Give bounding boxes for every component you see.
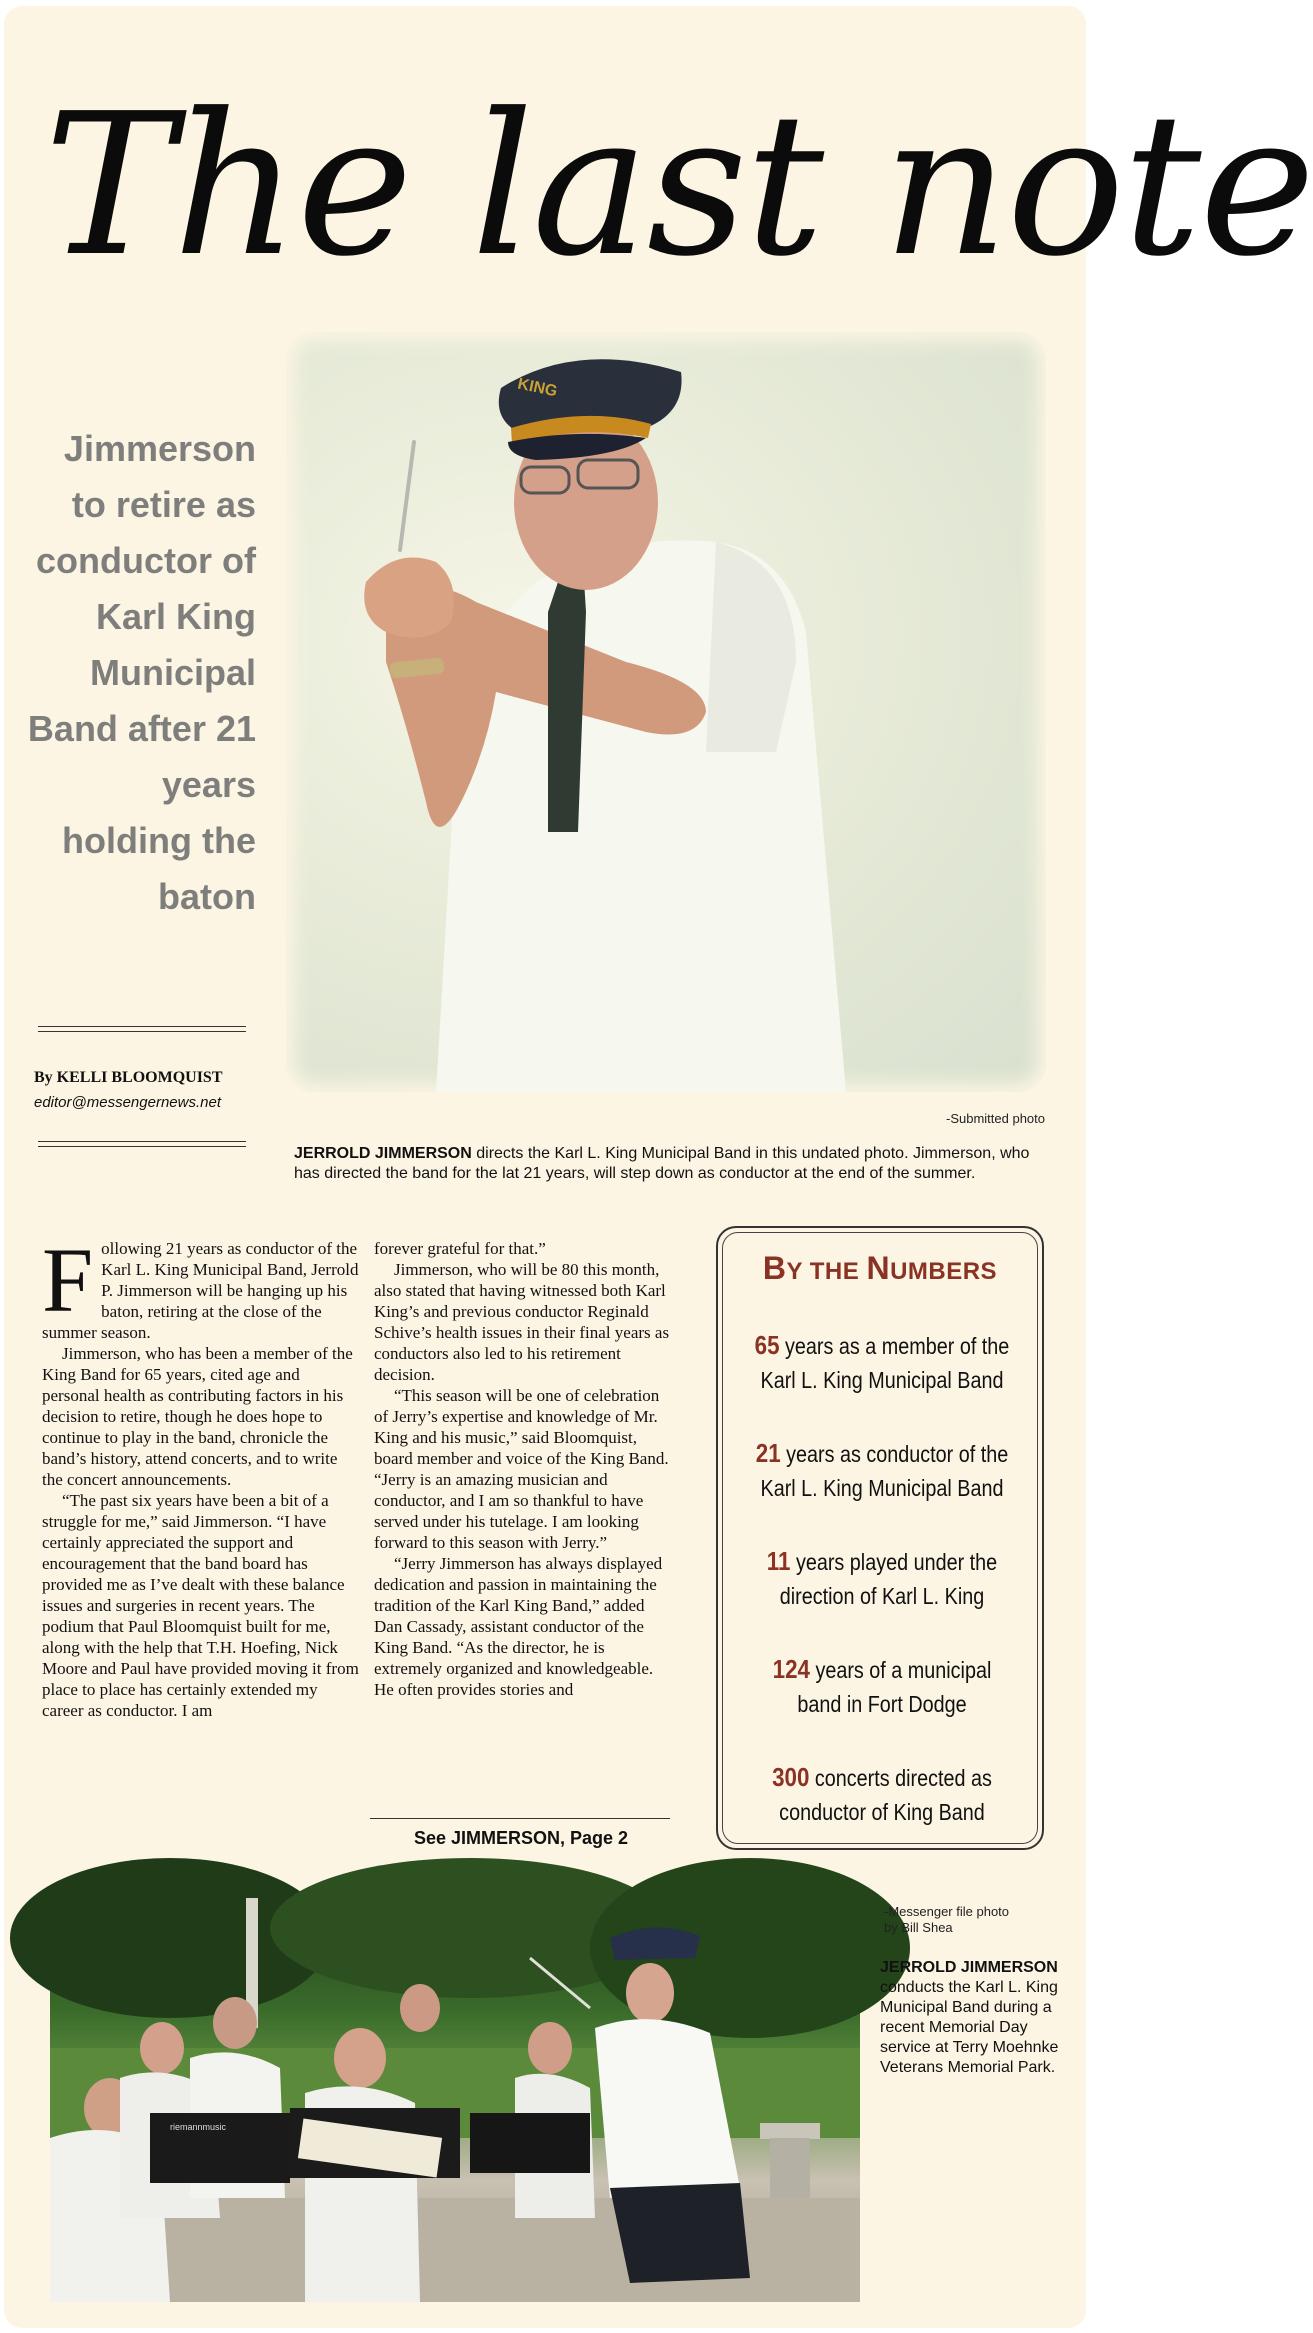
baton-shape [400, 442, 414, 550]
article-paragraph: “This season will be one of celebration of Jerry’s expertise and knowledge of Mr. King and his music,” said Bloomquist, board member and voice of the King Band. “Jerry is an amazing musician and conductor, and I am so thankful to have served under his tutelage. I am looking forward to this season with Jerry.” [374, 1386, 669, 1552]
byline-rule-bottom-2 [38, 1146, 246, 1147]
band-photo-icon [50, 1898, 860, 2302]
stat-text: years of a municipal band in Fort Dodge [797, 1657, 992, 1717]
newspaper-page [4, 6, 1313, 2328]
hat-label: KING [516, 375, 559, 401]
stat-text: years as conductor of the Karl L. King Municipal Band [760, 1441, 1009, 1501]
band-photo-credit-2: by Bill Shea [884, 1920, 953, 1935]
subhead: Jimmerson to retire as conductor of Karl King Municipal Band after 21 years holding the baton [27, 428, 256, 917]
stat-item [751, 1328, 1012, 1397]
conductor-photo-icon [286, 332, 1046, 1092]
byline-rule-top-2 [38, 1031, 246, 1032]
byline-rule-bottom [38, 1141, 246, 1142]
headline: The last note [44, 72, 1313, 300]
article-paragraph: forever grateful for that.” [374, 1239, 546, 1258]
stat-item [751, 1652, 1012, 1721]
drop-cap: F [42, 1229, 94, 1331]
band-photo-caption [880, 1958, 1060, 2078]
stat-text: years as a member of the Karl L. King Municipal Band [760, 1333, 1010, 1393]
main-photo-caption [294, 1144, 1042, 1184]
main-caption-text: directs the Karl L. King Municipal Band in this undated photo. Jimmerson, who has directed the band for the lat 21 years, will step down as conductor at the end of the summer. [294, 1145, 1030, 1182]
article-column-1 [42, 1229, 360, 1721]
stat-number: 21 [755, 1438, 781, 1468]
jump-line: See JIMMERSON, Page 2 [413, 1828, 629, 1848]
byline-rule-top [38, 1026, 246, 1027]
article-column-2 [374, 1238, 672, 1700]
byline-email: editor@messengernews.net [34, 1094, 221, 1111]
band-photo [50, 1898, 860, 2302]
stat-number: 11 [766, 1546, 791, 1576]
stat-number: 65 [754, 1330, 780, 1360]
by-the-numbers-box [716, 1226, 1044, 1850]
article-paragraph: Jimmerson, who has been a member of the King Band for 65 years, cited age and personal health as contributing factors in his decision to retire, though he does hope to continue to play in the band, chronicle the band’s history, attend concerts, and to write the concert announcements. [42, 1344, 353, 1489]
article-paragraph: Jimmerson, who will be 80 this month, also stated that having witnessed both Karl King’s and previous conductor Reginald Schive’s health issues in their final years as conductors also led to his retirement decision. [374, 1260, 670, 1384]
band-caption-name: JERROLD JIMMERSON [880, 1959, 1058, 1976]
main-photo-credit: -Submitted photo [946, 1111, 1046, 1126]
conductor-photo [286, 332, 1046, 1092]
article-paragraph: “The past six years have been a bit of a struggle for me,” said Jimmerson. “I have certainly appreciated the support and encouragement that the band board has provided me as I’ve dealt with these balance issues and surgeries in recent years. The podium that Paul Bloomquist built for me, along with the help that T.H. Hoefing, Nick Moore and Paul have provided moving it from place to place has certainly extended my career as conductor. I am [42, 1491, 359, 1720]
stat-item [751, 1436, 1012, 1505]
stat-text: years played under the direction of Karl L. King [779, 1549, 998, 1609]
article-paragraph: Following 21 years as conductor of the Karl L. King Municipal Band, Jerrold P. Jimmerson will be hanging up his baton, retiring at the close of the summer season. [42, 1229, 359, 1342]
stat-number: 300 [772, 1762, 810, 1792]
byline-author: By KELLI BLOOMQUIST [34, 1069, 223, 1086]
jump-rule [370, 1818, 670, 1819]
by-the-numbers-title: BY THE NUMBERS [762, 1250, 998, 1286]
band-caption-text: conducts the Karl L. King Municipal Band during a recent Memorial Day service at Terry Moehnke Veterans Memorial Park. [880, 1979, 1059, 2076]
article-paragraph: “Jerry Jimmerson has always displayed dedication and passion in maintaining the tradition of the Karl King Band,” added Dan Cassady, assistant conductor of the King Band. “As the director, he is extremely organized and knowledgeable. He often provides stories and [374, 1554, 663, 1699]
band-photo-credit-1: -Messenger file photo [884, 1904, 1010, 1919]
stand-label: riemannmusic [170, 2122, 227, 2132]
main-caption-name: JERROLD JIMMERSON [294, 1145, 472, 1162]
stat-text: concerts directed as conductor of King Band [779, 1765, 992, 1825]
stat-number: 124 [772, 1654, 810, 1684]
stat-item [751, 1760, 1012, 1829]
stat-item [751, 1544, 1012, 1613]
